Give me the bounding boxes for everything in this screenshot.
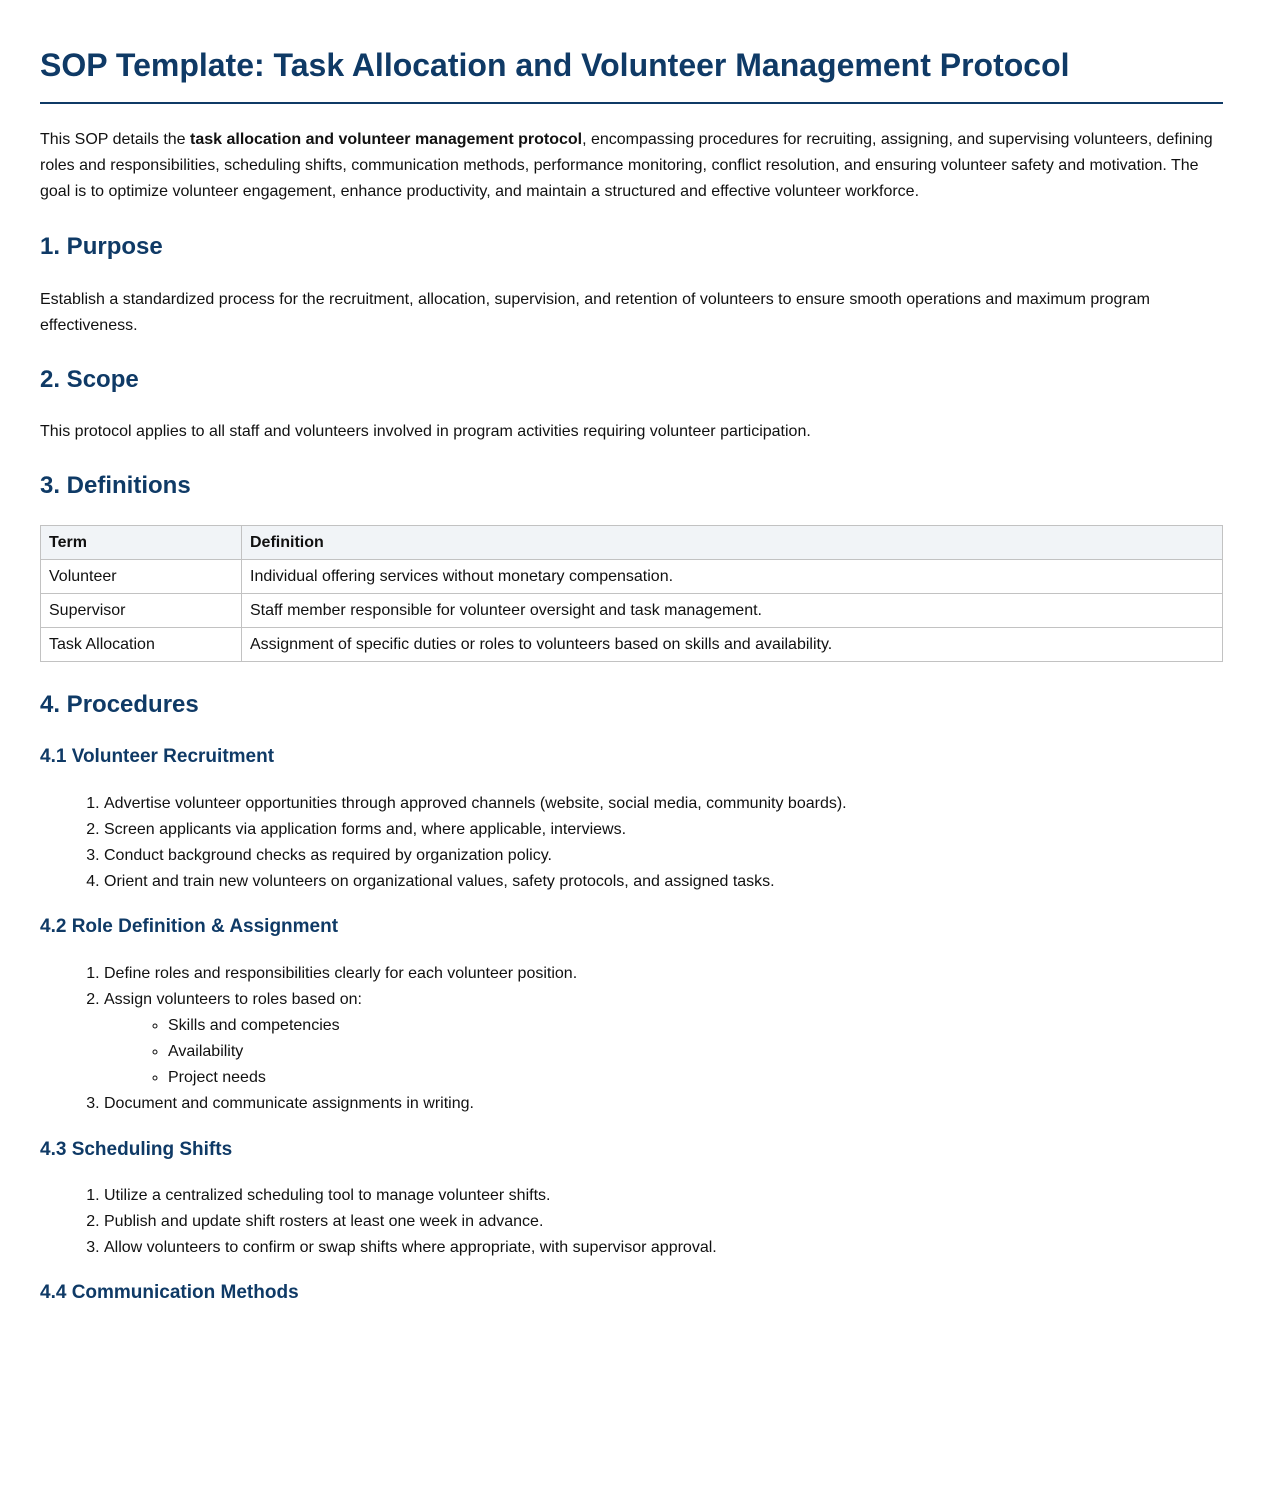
list-item: 1. Advertise volunteer opportunities through approved channels (website, social media, community boards).	[104, 791, 1223, 817]
definition-cell: Individual offering services without monetary compensation.	[242, 560, 1223, 594]
recruitment-heading: 4.1 Volunteer Recruitment	[40, 746, 275, 767]
list-item: 1. Utilize a centralized scheduling tool to manage volunteer shifts.	[104, 1183, 1223, 1209]
procedures-heading: 4. Procedures	[40, 691, 199, 718]
recruitment-list	[40, 791, 1223, 895]
table-row	[41, 594, 1223, 628]
term-cell: Supervisor	[41, 594, 242, 628]
purpose-heading: 1. Purpose	[40, 233, 163, 260]
term-cell: Volunteer	[41, 560, 242, 594]
definitions-table	[40, 525, 1223, 662]
list-item: 2. Screen applicants via application forms and, where applicable, interviews.	[104, 817, 1223, 843]
definition-cell: Assignment of specific duties or roles to volunteers based on skills and availability.	[242, 628, 1223, 662]
definitions-heading: 3. Definitions	[40, 472, 191, 499]
scheduling-heading: 4.3 Scheduling Shifts	[40, 1139, 233, 1160]
list-item: 3. Document and communicate assignments in writing.	[104, 1091, 1223, 1117]
roles-list	[40, 961, 1223, 1117]
list-item: 3. Allow volunteers to confirm or swap shifts where appropriate, with supervisor approval.	[104, 1235, 1223, 1261]
intro-suffix: , encompassing procedures for recruiting, assigning, and supervising volunteers, defining roles and responsibilities, scheduling shifts, communication methods, performance monitoring, conflict resolution, and ensuring volunteer safety and motivation. The goal is to optimize volunteer engagement, enhance productivity, and maintain a structured and effective volunteer workforce.	[40, 131, 1213, 200]
roles-heading: 4.2 Role Definition & Assignment	[40, 916, 339, 937]
scope-heading: 2. Scope	[40, 366, 139, 393]
list-item: 4. Orient and train new volunteers on organizational values, safety protocols, and assigned tasks.	[104, 869, 1223, 895]
purpose-text: Establish a standardized process for the recruitment, allocation, supervision, and retention of volunteers to ensure smooth operations and maximum program effectiveness.	[40, 291, 1150, 334]
sublist-item: ◦ Availability	[168, 1039, 1223, 1065]
list-item-text: Assign volunteers to roles based on:	[104, 991, 362, 1008]
intro-bold: task allocation and volunteer management protocol	[190, 131, 583, 148]
table-header-row	[41, 526, 1223, 560]
scheduling-list	[40, 1183, 1223, 1261]
table-row	[41, 560, 1223, 594]
list-item: 2. Publish and update shift rosters at least one week in advance.	[104, 1209, 1223, 1235]
term-cell: Task Allocation	[41, 628, 242, 662]
column-header-definition: Definition	[242, 526, 1223, 560]
sublist-item: ◦ Project needs	[168, 1065, 1223, 1091]
communication-heading: 4.4 Communication Methods	[40, 1282, 299, 1303]
list-item: 1. Define roles and responsibilities clearly for each volunteer position.	[104, 961, 1223, 987]
column-header-term: Term	[41, 526, 242, 560]
table-row	[41, 628, 1223, 662]
intro-prefix: This SOP details the	[40, 131, 190, 148]
intro-paragraph	[40, 127, 1223, 205]
definition-cell: Staff member responsible for volunteer oversight and task management.	[242, 594, 1223, 628]
scope-text: This protocol applies to all staff and volunteers involved in program activities requiring volunteer participation.	[40, 423, 811, 440]
sublist-item: ◦ Skills and competencies	[168, 1013, 1223, 1039]
list-item	[104, 987, 1223, 1091]
roles-sublist	[104, 1013, 1223, 1091]
list-item: 3. Conduct background checks as required by organization policy.	[104, 843, 1223, 869]
page-title: SOP Template: Task Allocation and Volunteer Management Protocol	[40, 0, 1223, 104]
